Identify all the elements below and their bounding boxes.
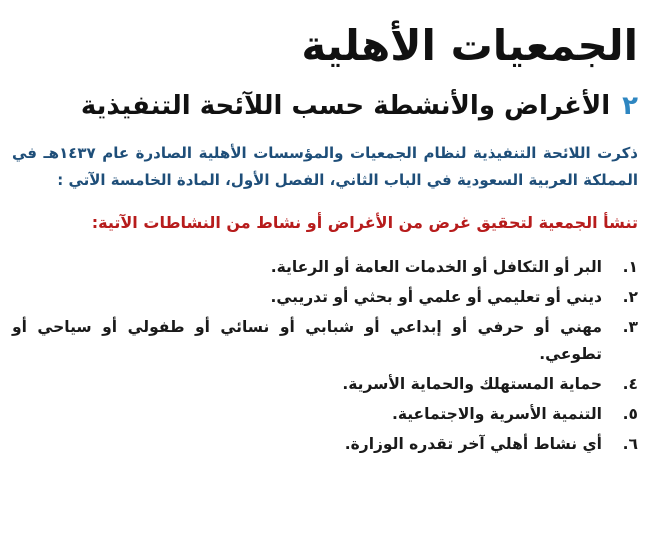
page-title: الجمعيات الأهلية (301, 21, 638, 70)
list-item-text: مهني أو حرفي أو إبداعي أو شبابي أو نسائي أو طفولي أو سياحي أو تطوعي. (12, 318, 602, 363)
list-item-number: ٣. (622, 318, 638, 336)
section-number: ٢ (622, 91, 638, 121)
list-item-number: ١. (622, 258, 638, 276)
list-item (12, 431, 638, 458)
list-item-number: ٢. (622, 288, 638, 306)
section-heading (12, 86, 638, 126)
list-item-number: ٥. (622, 405, 638, 423)
list-item-text: البر أو التكافل أو الخدمات العامة أو الرعاية. (270, 258, 602, 276)
list-item-number: ٦. (622, 435, 638, 453)
intro-paragraph: ذكرت اللائحة التنفيذية لنظام الجمعيات والمؤسسات الأهلية الصادرة عام ١٤٣٧هـ في المملكة العربية السعودية في الباب الثاني، الفصل الأول، المادة الخامسة الآتي : (12, 144, 638, 189)
list-item (12, 401, 638, 428)
list-item-number: ٤. (622, 375, 638, 393)
section-heading-text: الأغراض والأنشطة حسب اللآئحة التنفيذية (80, 91, 611, 121)
lead-sentence: تنشأ الجمعية لتحقيق غرض من الأغراض أو نشاط من النشاطات الآتية: (91, 213, 638, 232)
list-item-text: ديني أو تعليمي أو علمي أو بحثي أو تدريبي. (270, 288, 602, 306)
list-item (12, 254, 638, 281)
list-item-text: أي نشاط أهلي آخر تقدره الوزارة. (344, 435, 602, 453)
list-item (12, 314, 638, 368)
list-item (12, 371, 638, 398)
purposes-list (12, 254, 638, 458)
list-item-text: التنمية الأسرية والاجتماعية. (391, 405, 602, 423)
list-item-text: حماية المستهلك والحماية الأسرية. (342, 375, 602, 393)
list-item (12, 284, 638, 311)
